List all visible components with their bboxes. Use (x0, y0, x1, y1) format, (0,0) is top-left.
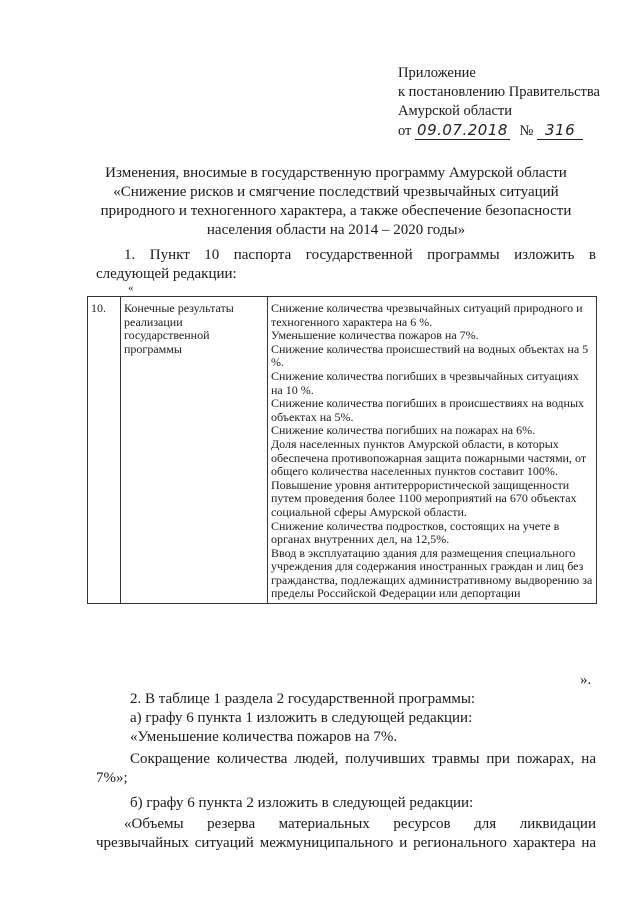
paragraph-7 (96, 815, 596, 853)
handwritten-number: 316 (537, 121, 583, 140)
title-line-3: природного и техногенного характера, а также обеспечение безопасности (100, 203, 572, 219)
paragraph-7-line-2: чрезвычайных ситуаций межмуниципального и регионального характера на (96, 835, 596, 851)
row-name-line: программы (124, 341, 182, 356)
result-item: Снижение количества погибших в чрезвычайных ситуациях на 10 %. (271, 368, 579, 397)
row-name-line: реализации (124, 314, 183, 329)
result-item: Повышение уровня антитеррористической защищенности путем проведения более 1100 мероприятий на 670 объектах социальной сферы Амурской области. (271, 477, 577, 519)
paragraph-1-line-2: следующей редакции: (96, 266, 237, 282)
document-title (60, 164, 612, 240)
appendix-line-3: Амурской области (398, 103, 512, 119)
title-line-4: населения области на 2014 – 2020 годы» (206, 222, 466, 238)
table-row (88, 297, 597, 604)
row-number: 10. (88, 297, 121, 604)
row-name-line: государственной (124, 328, 210, 343)
paragraph-1-line-1: 1. Пункт 10 паспорта государственной программы изложить в (124, 247, 596, 263)
title-line-1: Изменения, вносимые в государственную программу Амурской области (105, 165, 567, 181)
passport-table (87, 296, 597, 604)
paragraph-4: «Уменьшение количества пожаров на 7%. (130, 729, 398, 745)
paragraph-3: а) графу 6 пункта 1 изложить в следующей редакции: (130, 710, 473, 726)
result-item: Ввод в эксплуатацию здания для размещения специального учреждения для содержания иностранных граждан и лиц без гражданства, подлежащих административному выдворению за пределы Российской Федерации или депортации (271, 545, 593, 601)
result-item: Снижение количества погибших в происшествиях на водных объектах на 5%. (271, 396, 585, 424)
appendix-date-row (398, 121, 628, 141)
number-prefix: № (519, 123, 534, 139)
appendix-line-1: Приложение (398, 65, 476, 81)
result-item: Снижение количества чрезвычайных ситуаций природного и техногенного характера на 6 %. (271, 301, 583, 329)
result-item: Снижение количества погибших на пожарах на 6%. (271, 423, 536, 438)
row-results (268, 297, 597, 604)
result-item: Снижение количества происшествий на водных объектах на 5 %. (271, 341, 589, 370)
result-item: Снижение количества подростков, состоящих на учете в органах внутренних дел, на 12,5%. (271, 518, 560, 547)
paragraph-5-line-1: Сокращение количества людей, получивших травмы при пожарах, на (130, 751, 596, 767)
paragraph-7-line-1: «Объемы резерва материальных ресурсов для ликвидации (124, 816, 596, 832)
result-item: Доля населенных пунктов Амурской области, в которых обеспечена противопожарная защита пожарными частями, от общего количества населенных пунктов составит 100%. (271, 436, 587, 479)
paragraph-5-line-2: 7%»; (96, 770, 128, 786)
date-prefix: от (398, 123, 412, 139)
open-quote: « (128, 282, 134, 294)
paragraph-5 (96, 750, 596, 788)
appendix-header (398, 64, 628, 141)
paragraph-6: б) графу 6 пункта 2 изложить в следующей редакции: (130, 795, 474, 811)
appendix-line-2: к постановлению Правительства (398, 84, 600, 100)
handwritten-date: 09.07.2018 (417, 121, 508, 139)
close-quote: ». (580, 672, 592, 688)
paragraph-2: 2. В таблице 1 раздела 2 государственной программы: (130, 691, 476, 707)
row-name (121, 297, 268, 604)
result-item: Уменьшение количества пожаров на 7%. (271, 328, 479, 343)
row-name-line: Конечные результаты (124, 301, 234, 315)
paragraph-1 (96, 246, 596, 284)
title-line-2: «Снижение рисков и смягчение последствий чрезвычайных ситуаций (113, 184, 559, 200)
